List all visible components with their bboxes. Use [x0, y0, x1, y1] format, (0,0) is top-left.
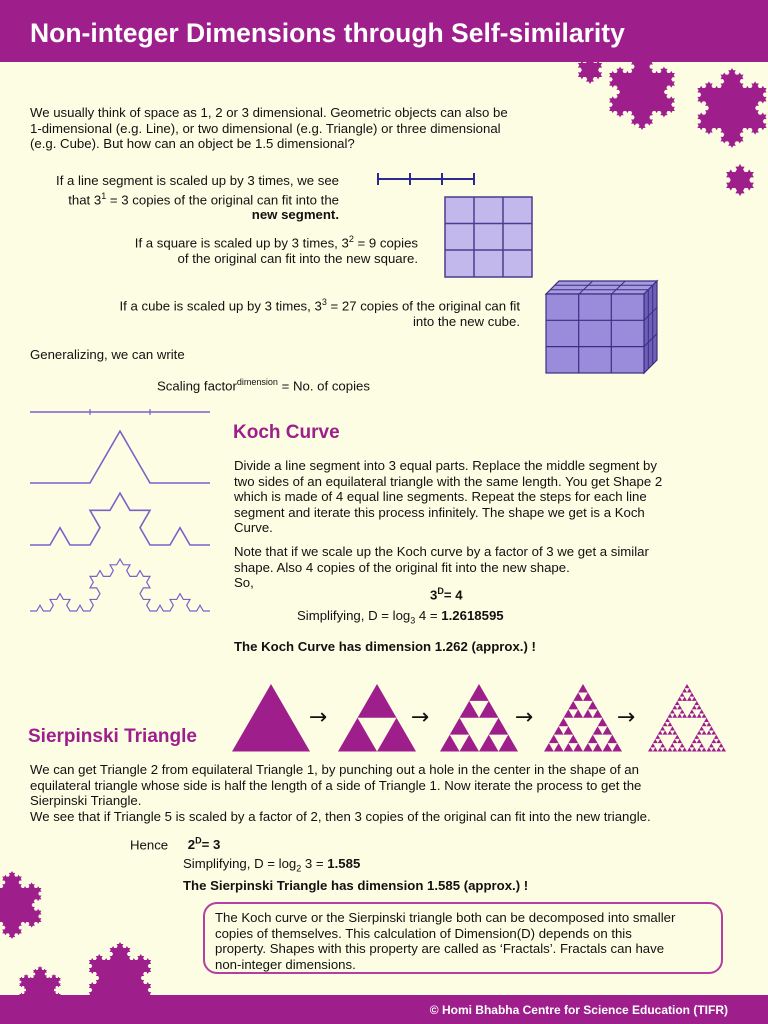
sierpinski-iterations: [228, 682, 748, 752]
koch-simplification: Simplifying, $D = \log_3 4 = 1.2618595$: [297, 608, 504, 626]
koch-curve-iterations: [0, 400, 230, 680]
koch-scaling-note: Note that if we scale up the Koch curve by a factor of 3 we get a similar shape. Also 4 copies of the original fit into the new shape. So,: [234, 544, 649, 590]
sierpinski-triangle-2: [338, 684, 416, 752]
generalizing-text: Generalizing, we can write: [30, 347, 185, 362]
koch-equation: $3^D= 4$: [430, 586, 463, 603]
intro-paragraph: We usually think of space as 1, 2 or 3 dimensional. Geometric objects can also be 1-dimensional (e.g. Line), or two dimensional (e.g. Triangle) or three dimensional (e.g. Cube). But how can an object be 1.5 dimensional?: [30, 105, 508, 151]
sierpinski-triangle-5: [648, 684, 726, 752]
sierpinski-description: We can get Triangle 2 from equilateral Triangle 1, by punching out a hole in the center in the shape of an equilateral triangle whose side is half the length of a side of Triangle 1. Now iterate the process to get the Sierpinski Triangle. We see that if Triangle 5 is scaled by a factor of 2, then 3 copies of the original can fit into the new triangle.: [30, 762, 651, 824]
scaling-formula: Scaling factor$^{dimension}$ = No. of copies: [157, 377, 370, 394]
square-grid-figure: [444, 196, 534, 278]
snowflake-large: [0, 871, 41, 939]
arrow-icon: →: [616, 705, 636, 730]
cube-scaling-text: If a cube is scaled up by 3 times, $3^3 = 27$ copies of the original can fit into the new cube.: [119, 297, 520, 329]
sierpinski-simplification: Simplifying, $D = \log_2 3 = 1.585$: [183, 856, 361, 874]
sierpinski-heading: Sierpinski Triangle: [28, 726, 197, 747]
koch-iteration-2: [30, 431, 210, 483]
arrow-icon: →: [410, 705, 430, 730]
square-scaling-text: If a square is scaled up by 3 times, $3^2 = 9$ copies of the original can fit into the new square.: [134, 234, 418, 266]
koch-description: Divide a line segment into 3 equal parts. Replace the middle segment by two sides of an equilateral triangle with the same length. You get Shape 2 which is made of 4 equal line segments. Repeat the steps for each line segment and iterate this process infinitely. The shape we get is a Koch Curve.: [234, 458, 663, 535]
koch-iteration-4: [30, 559, 210, 611]
fractal-note-box: The Koch curve or the Sierpinski triangle both can be decomposed into smaller copies of themselves. This calculation of Dimension(D) depends on this property. Shapes with this property are called as ‘Fractals’. Fractals can have non-integer dimensions.: [203, 902, 723, 974]
sierpinski-triangle-1: [232, 684, 310, 752]
arrow-icon: →: [308, 705, 328, 730]
koch-conclusion: The Koch Curve has dimension 1.262 (approx.) !: [234, 639, 536, 654]
sierpinski-triangle-4: [544, 684, 622, 752]
sierpinski-conclusion: The Sierpinski Triangle has dimension 1.585 (approx.) !: [183, 878, 529, 893]
arrow-icon: →: [514, 705, 534, 730]
line-segment-figure: [372, 170, 482, 190]
cube-figure: [545, 280, 660, 375]
sierpinski-equation: Hence $2^D= 3$: [130, 836, 221, 853]
line-scaling-text: If a line segment is scaled up by 3 times, we see that $3^1 = 3$ copies of the original can fit into the new segment.: [56, 173, 339, 223]
footer-credit: © Homi Bhabha Centre for Science Education (TIFR): [429, 1003, 728, 1017]
koch-heading: Koch Curve: [233, 422, 340, 443]
sierpinski-triangle-3: [440, 684, 518, 752]
page-title: Non-integer Dimensions through Self-similarity: [30, 18, 625, 48]
koch-iteration-3: [30, 493, 210, 545]
